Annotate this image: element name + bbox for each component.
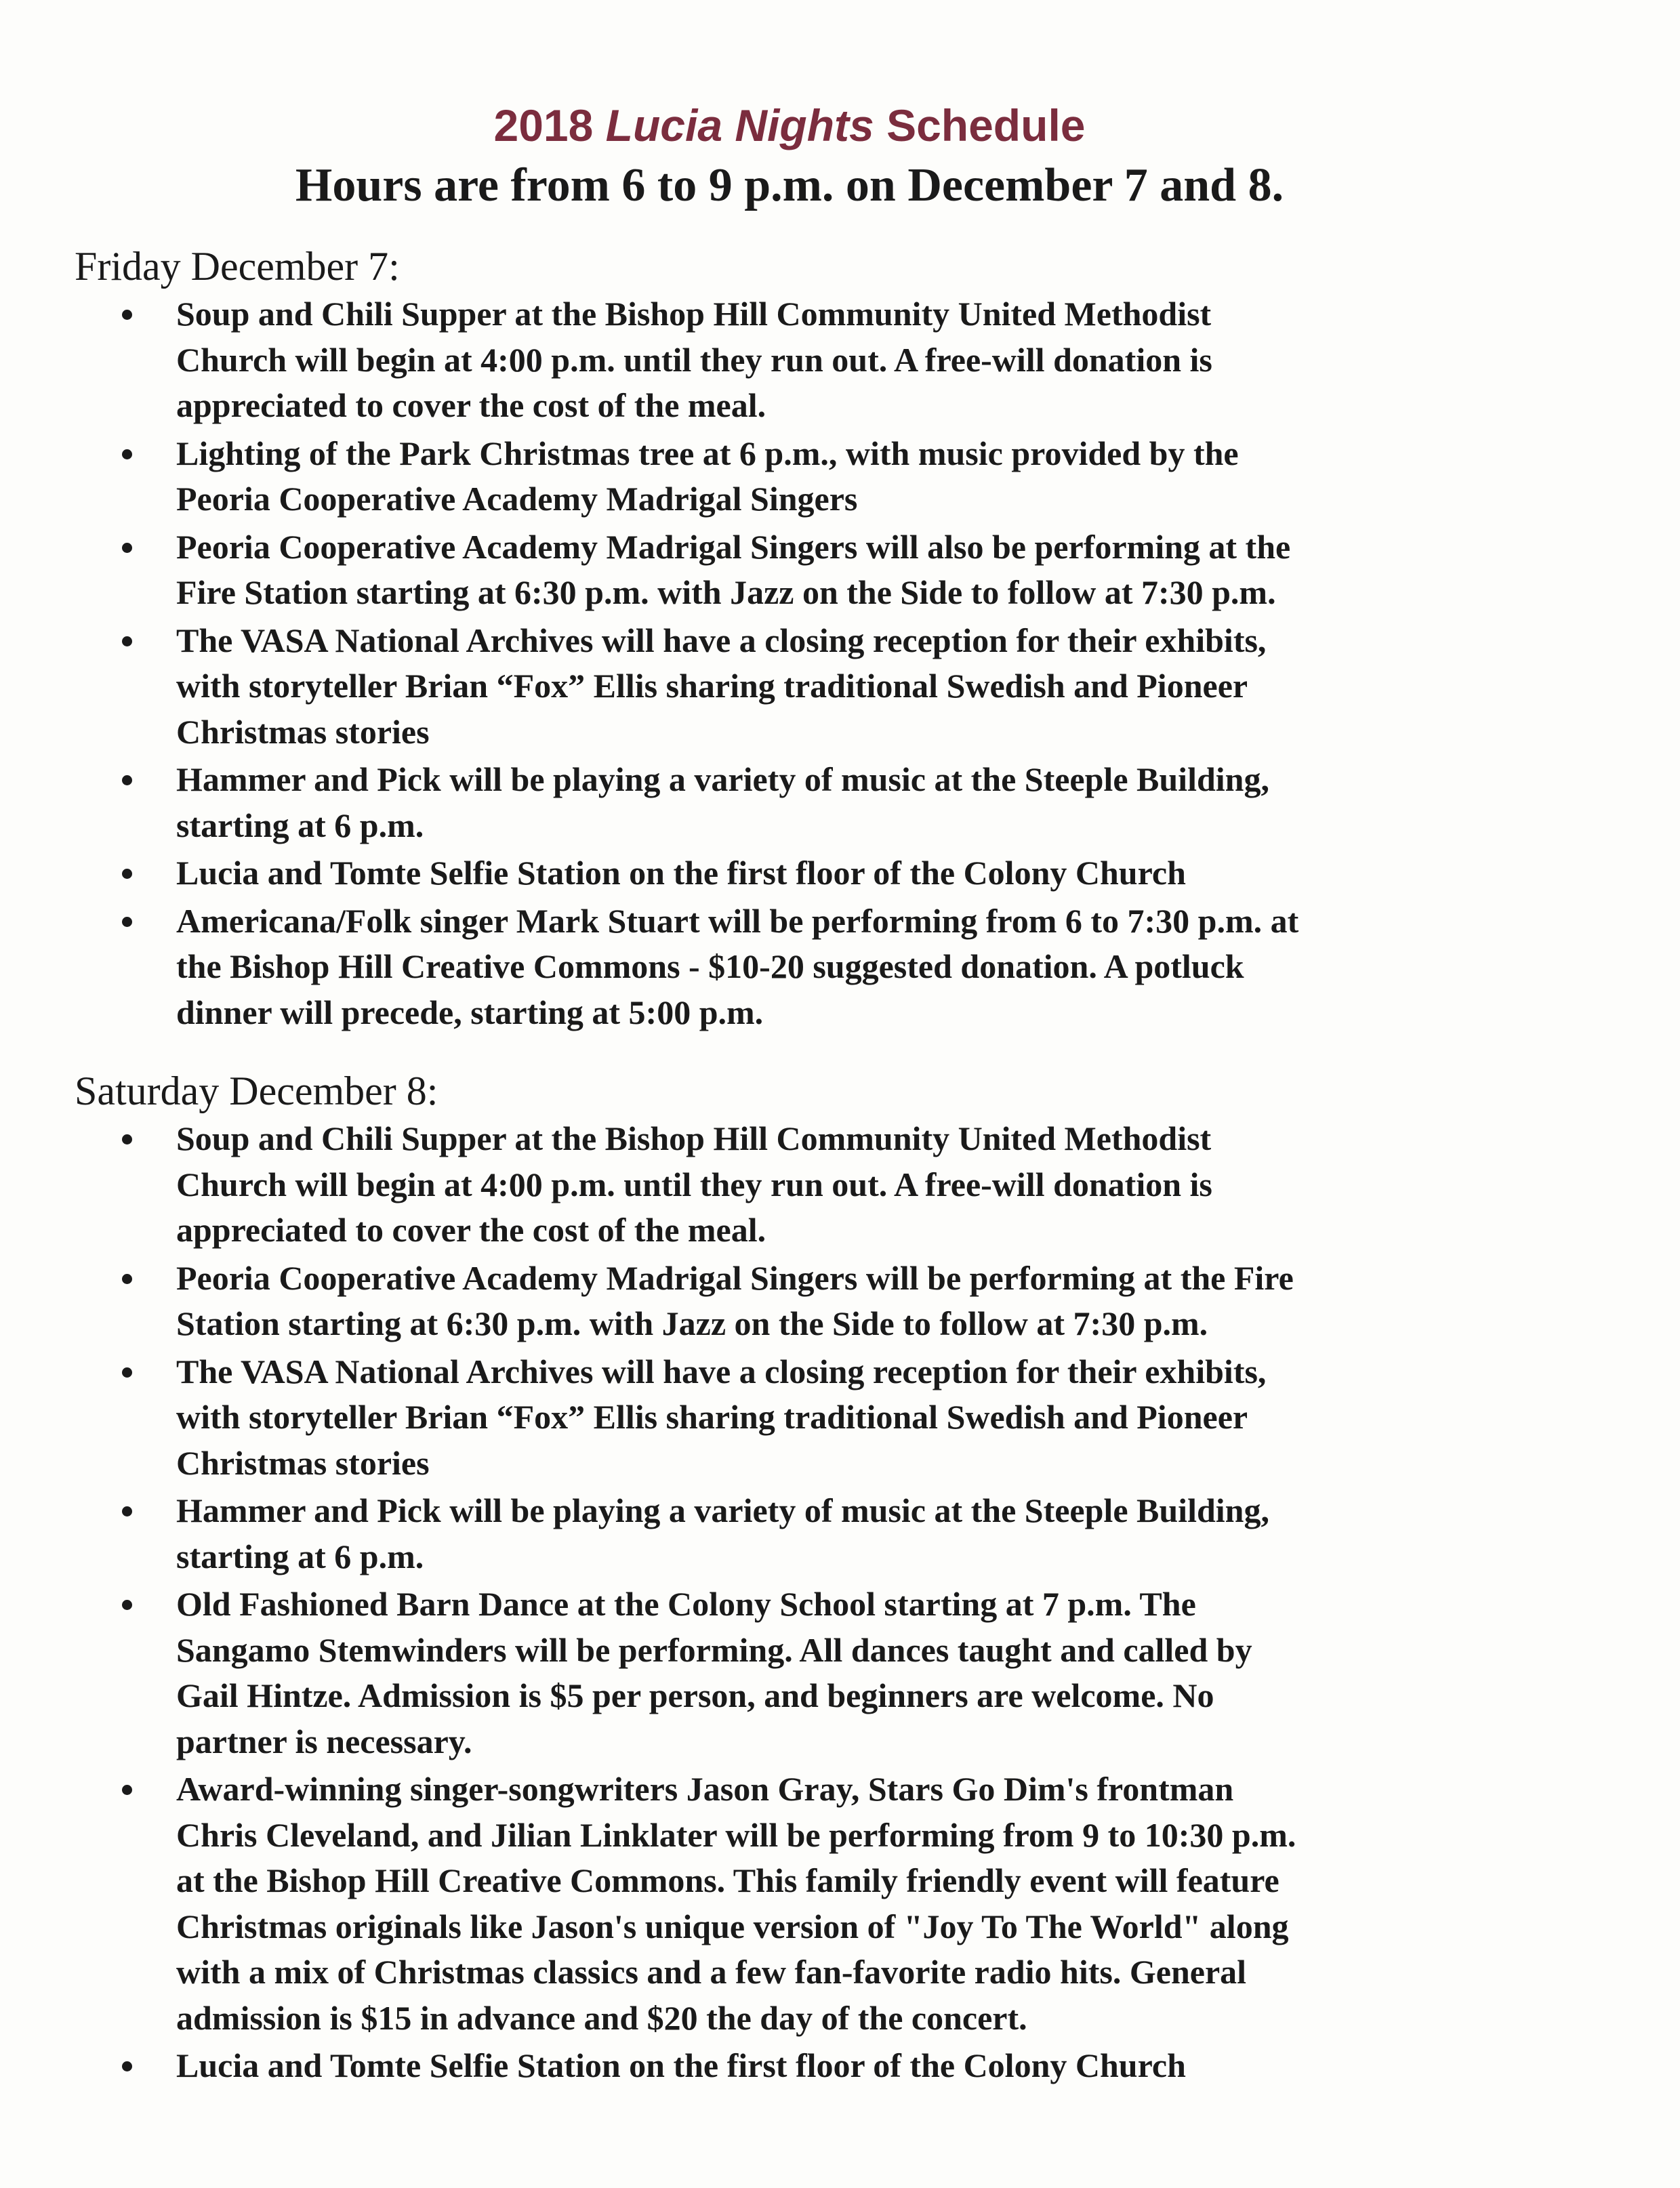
event-text-line: Christmas originals like Jason's unique version of "Joy To The World" along [176,1907,1289,1945]
event-text-line: Church will begin at 4:00 p.m. until they run out. A free-will donation is [176,1165,1212,1203]
event-item [75,1582,1532,1764]
event-item [75,757,1532,848]
bullet-icon [122,869,132,879]
title-rest: Schedule [886,100,1086,150]
page-title [0,98,1579,152]
bullet-icon [122,636,132,646]
event-text-line: the Bishop Hill Creative Commons - $10-20 suggested donation. A potluck [176,947,1244,985]
bullet-icon [122,775,132,785]
event-text-line: Lighting of the Park Christmas tree at 6 p.m., with music provided by the [176,434,1239,472]
event-text-line: Christmas stories [176,1443,430,1482]
title-year: 2018 [493,100,594,150]
bullet-icon [122,1134,132,1144]
event-text-line: Award-winning singer-songwriters Jason Gray, Stars Go Dim's frontman [176,1770,1234,1808]
event-text-line: dinner will precede, starting at 5:00 p.m. [176,993,764,1031]
bullet-icon [122,310,132,320]
day-section-friday [75,243,1532,1037]
event-text-line: partner is necessary. [176,1722,472,1760]
event-item [75,1116,1532,1254]
event-text-line: at the Bishop Hill Creative Commons. This family friendly event will feature [176,1861,1279,1899]
event-text-line: Soup and Chili Supper at the Bishop Hill Community United Methodist [176,1119,1212,1157]
event-text-line: Christmas stories [176,712,430,751]
event-text-line: The VASA National Archives will have a closing reception for their exhibits, [176,621,1267,659]
bullet-icon [122,2061,132,2071]
event-text-line: Sangamo Stemwinders will be performing. All dances taught and called by [176,1630,1252,1669]
event-item [75,618,1532,756]
event-text-line: Hammer and Pick will be playing a variety of music at the Steeple Building, [176,760,1269,798]
event-item [75,1767,1532,2041]
event-text-line: Soup and Chili Supper at the Bishop Hill Community United Methodist [176,295,1212,333]
day-heading: Friday December 7: [75,244,400,289]
event-item [75,1488,1532,1580]
event-text-line: appreciated to cover the cost of the meal. [176,1211,766,1249]
event-text-line: Lucia and Tomte Selfie Station on the first floor of the Colony Church [176,2046,1186,2084]
event-item [75,1256,1532,1347]
event-text-line: Peoria Cooperative Academy Madrigal Singers will also be performing at the [176,527,1291,566]
bullet-icon [122,543,132,553]
event-item [75,850,1532,896]
event-text-line: Station starting at 6:30 p.m. with Jazz on the Side to follow at 7:30 p.m. [176,1304,1208,1342]
event-text-line: Old Fashioned Barn Dance at the Colony School starting at 7 p.m. The [176,1585,1196,1623]
event-item [75,524,1532,616]
bullet-icon [122,1274,132,1284]
event-item [75,899,1532,1036]
event-text-line: Fire Station starting at 6:30 p.m. with Jazz on the Side to follow at 7:30 p.m. [176,573,1276,611]
event-text-line: starting at 6 p.m. [176,806,424,844]
bullet-icon [122,1506,132,1516]
title-event-name: Lucia Nights [605,100,874,150]
day-heading: Saturday December 8: [75,1069,438,1113]
event-text-line: Hammer and Pick will be playing a variety of music at the Steeple Building, [176,1491,1269,1529]
event-text-line: Peoria Cooperative Academy Madrigal Singers [176,480,858,518]
event-text-line: Church will begin at 4:00 p.m. until they run out. A free-will donation is [176,340,1212,379]
event-text-line: with a mix of Christmas classics and a few fan-favorite radio hits. General [176,1953,1247,1991]
event-text-line: The VASA National Archives will have a closing reception for their exhibits, [176,1352,1267,1390]
event-item [75,2043,1532,2089]
event-text-line: Americana/Folk singer Mark Stuart will be performing from 6 to 7:30 p.m. at [176,901,1299,940]
event-item [75,431,1532,522]
bullet-icon [122,449,132,459]
hours-subtitle: Hours are from 6 to 9 p.m. on December 7 and 8. [295,159,1284,211]
bullet-icon [122,1785,132,1795]
bullet-icon [122,917,132,927]
event-text-line: with storyteller Brian “Fox” Ellis sharing traditional Swedish and Pioneer [176,667,1248,705]
event-item [75,291,1532,429]
event-text-line: Chris Cleveland, and Jilian Linklater will be performing from 9 to 10:30 p.m. [176,1815,1296,1854]
event-text-line: with storyteller Brian “Fox” Ellis sharing traditional Swedish and Pioneer [176,1398,1248,1436]
event-text-line: starting at 6 p.m. [176,1537,424,1575]
event-list [75,1116,1532,2089]
event-text-line: admission is $15 in advance and $20 the day of the concert. [176,1998,1027,2037]
event-text-line: Peoria Cooperative Academy Madrigal Singers will be performing at the Fire [176,1258,1294,1297]
event-list [75,291,1532,1035]
bullet-icon [122,1600,132,1610]
event-text-line: Lucia and Tomte Selfie Station on the first floor of the Colony Church [176,854,1186,892]
event-text-line: appreciated to cover the cost of the meal. [176,386,766,424]
event-item [75,1349,1532,1487]
event-text-line: Gail Hintze. Admission is $5 per person, and beginners are welcome. No [176,1676,1214,1714]
day-section-saturday [75,1067,1532,2091]
bullet-icon [122,1367,132,1378]
